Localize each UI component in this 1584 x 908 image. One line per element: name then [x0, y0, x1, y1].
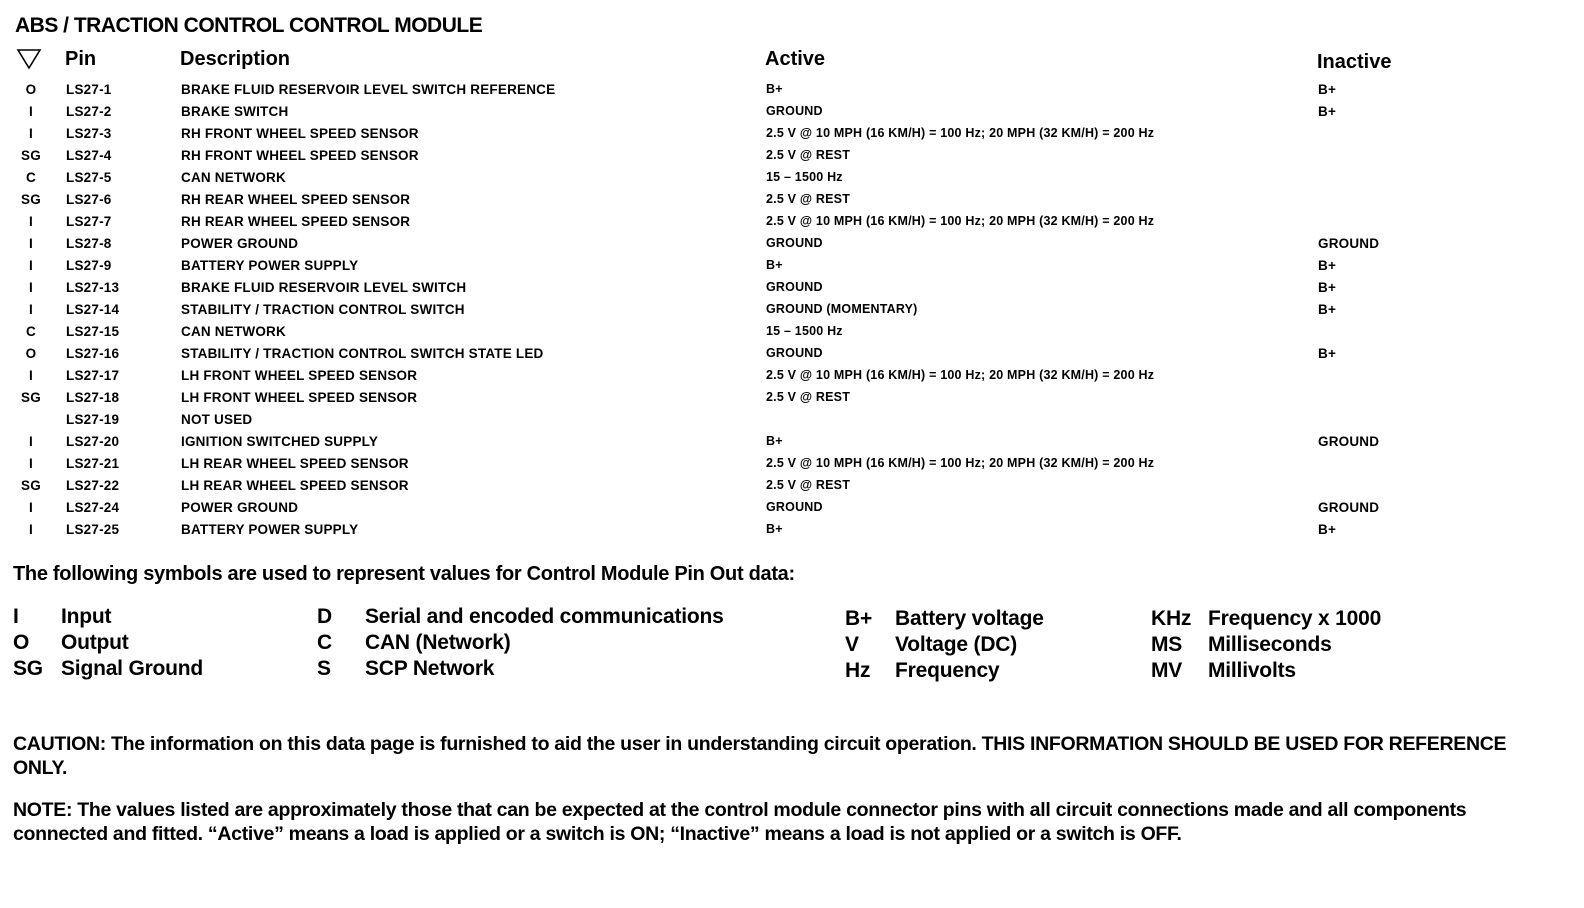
active-value: B+	[766, 258, 783, 272]
legend-symbol: V	[845, 633, 859, 656]
inactive-value: B+	[1318, 522, 1337, 537]
pin-number: LS27-25	[66, 522, 120, 537]
triangle-down-icon	[16, 48, 42, 70]
active-value: 2.5 V @ REST	[766, 148, 851, 162]
pin-type: SG	[21, 478, 41, 493]
pin-type: SG	[21, 148, 41, 163]
table-row	[0, 412, 1584, 434]
legend-intro: The following symbols are used to represent values for Control Module Pin Out data:	[13, 563, 795, 585]
table-row	[0, 236, 1584, 258]
table-row	[0, 346, 1584, 368]
pin-number: LS27-17	[66, 368, 120, 383]
note-text: NOTE: The values listed are approximately those that can be expected at the control module connector pins with all circuit connections made and all components connected and fitted. “Active” means a load is applied or a switch is ON; “Inactive” means a load is not applied or a switch is OFF.	[13, 799, 1467, 845]
active-value: GROUND	[766, 500, 823, 514]
legend-symbol: B+	[845, 607, 873, 630]
pin-description: BRAKE FLUID RESERVOIR LEVEL SWITCH REFERENCE	[181, 82, 556, 97]
pin-description: LH REAR WHEEL SPEED SENSOR	[181, 478, 409, 493]
table-row	[0, 258, 1584, 280]
pin-number: LS27-1	[66, 82, 112, 97]
table-row	[0, 170, 1584, 192]
inactive-value: B+	[1318, 302, 1337, 317]
pin-type: SG	[21, 192, 41, 207]
legend-meaning: Battery voltage	[895, 607, 1044, 630]
table-row	[0, 390, 1584, 412]
pin-number: LS27-7	[66, 214, 112, 229]
pin-number: LS27-20	[66, 434, 120, 449]
legend-symbol: C	[317, 631, 332, 654]
pin-number: LS27-22	[66, 478, 120, 493]
table-row	[0, 192, 1584, 214]
table-row	[0, 214, 1584, 236]
pin-type: SG	[21, 390, 41, 405]
header-active: Active	[765, 48, 826, 70]
pin-description: RH FRONT WHEEL SPEED SENSOR	[181, 148, 419, 163]
pin-description: CAN NETWORK	[181, 324, 286, 339]
legend-symbol: D	[317, 605, 332, 628]
pin-type: I	[29, 214, 33, 229]
inactive-value: B+	[1318, 346, 1337, 361]
pin-number: LS27-24	[66, 500, 120, 515]
pin-number: LS27-14	[66, 302, 120, 317]
legend-meaning: Frequency	[895, 659, 1000, 682]
active-value: GROUND (MOMENTARY)	[766, 302, 918, 316]
header-pin: Pin	[65, 48, 97, 70]
pin-type: O	[25, 82, 37, 97]
inactive-value: GROUND	[1318, 434, 1380, 449]
table-row	[0, 302, 1584, 324]
pin-description: BATTERY POWER SUPPLY	[181, 522, 359, 537]
pin-description: BATTERY POWER SUPPLY	[181, 258, 359, 273]
pin-description: STABILITY / TRACTION CONTROL SWITCH STATE LED	[181, 346, 544, 361]
pin-description: RH REAR WHEEL SPEED SENSOR	[181, 192, 411, 207]
pin-description: STABILITY / TRACTION CONTROL SWITCH	[181, 302, 465, 317]
pin-type: I	[29, 236, 33, 251]
page-title: ABS / TRACTION CONTROL CONTROL MODULE	[15, 14, 483, 37]
pin-description: IGNITION SWITCHED SUPPLY	[181, 434, 379, 449]
table-row	[0, 104, 1584, 126]
pin-type: I	[29, 126, 33, 141]
active-value: 2.5 V @ 10 MPH (16 KM/H) = 100 Hz; 20 MPH (32 KM/H) = 200 Hz	[766, 214, 1155, 228]
legend-symbol: KHz	[1151, 607, 1192, 630]
active-value: GROUND	[766, 104, 823, 118]
table-row	[0, 434, 1584, 456]
legend-meaning: SCP Network	[365, 657, 495, 680]
legend-meaning: Millivolts	[1208, 659, 1296, 682]
table-row	[0, 280, 1584, 302]
pin-number: LS27-4	[66, 148, 112, 163]
pin-type: I	[29, 368, 33, 383]
pin-number: LS27-15	[66, 324, 120, 339]
pin-number: LS27-19	[66, 412, 120, 427]
legend-meaning: Output	[61, 631, 129, 654]
inactive-value: GROUND	[1318, 236, 1380, 251]
pin-number: LS27-21	[66, 456, 120, 471]
legend-symbol: MV	[1151, 659, 1183, 682]
active-value: 15 – 1500 Hz	[766, 324, 843, 338]
header-inactive: Inactive	[1317, 51, 1392, 73]
legend-symbol: MS	[1151, 633, 1183, 656]
table-row	[0, 522, 1584, 544]
pin-type: I	[29, 302, 33, 317]
pin-description: POWER GROUND	[181, 236, 299, 251]
pin-description: LH REAR WHEEL SPEED SENSOR	[181, 456, 409, 471]
pin-description: LH FRONT WHEEL SPEED SENSOR	[181, 390, 418, 405]
active-value: 2.5 V @ REST	[766, 478, 851, 492]
pin-number: LS27-5	[66, 170, 112, 185]
pin-type: I	[29, 280, 33, 295]
legend-symbol: S	[317, 657, 331, 680]
active-value: B+	[766, 82, 783, 96]
table-row	[0, 324, 1584, 346]
pin-description: RH REAR WHEEL SPEED SENSOR	[181, 214, 411, 229]
legend-symbol: SG	[13, 657, 43, 680]
inactive-value: B+	[1318, 82, 1337, 97]
pin-type: I	[29, 456, 33, 471]
active-value: 2.5 V @ REST	[766, 192, 851, 206]
pin-type: O	[25, 346, 37, 361]
active-value: B+	[766, 522, 783, 536]
table-row	[0, 500, 1584, 522]
caution-text: CAUTION: The information on this data page is furnished to aid the user in understanding circuit operation. THIS INFORMATION SHOULD BE USED FOR REFERENCE ONLY.	[13, 733, 1507, 779]
legend-meaning: Frequency x 1000	[1208, 607, 1382, 630]
pin-description: NOT USED	[181, 412, 253, 427]
legend-meaning: Milliseconds	[1208, 633, 1332, 656]
pin-type: I	[29, 500, 33, 515]
legend-meaning: Voltage (DC)	[895, 633, 1018, 656]
active-value: 2.5 V @ 10 MPH (16 KM/H) = 100 Hz; 20 MPH (32 KM/H) = 200 Hz	[766, 126, 1155, 140]
legend-meaning: Serial and encoded communications	[365, 605, 724, 628]
table-row	[0, 148, 1584, 170]
pin-type: C	[26, 170, 36, 185]
pin-number: LS27-6	[66, 192, 112, 207]
pin-number: LS27-9	[66, 258, 112, 273]
active-value: GROUND	[766, 346, 823, 360]
legend-symbol: I	[13, 605, 19, 628]
table-row	[0, 456, 1584, 478]
active-value: 2.5 V @ REST	[766, 390, 851, 404]
table-row	[0, 126, 1584, 148]
pin-description: LH FRONT WHEEL SPEED SENSOR	[181, 368, 418, 383]
inactive-value: B+	[1318, 104, 1337, 119]
active-value: 15 – 1500 Hz	[766, 170, 843, 184]
pin-description: CAN NETWORK	[181, 170, 286, 185]
active-value: GROUND	[766, 236, 823, 250]
legend-symbol: Hz	[845, 659, 871, 682]
pin-type: I	[29, 258, 33, 273]
pin-number: LS27-16	[66, 346, 120, 361]
pin-description: BRAKE FLUID RESERVOIR LEVEL SWITCH	[181, 280, 467, 295]
pin-type: I	[29, 104, 33, 119]
legend-meaning: CAN (Network)	[365, 631, 511, 654]
legend-symbol: O	[13, 631, 30, 654]
pin-description: RH FRONT WHEEL SPEED SENSOR	[181, 126, 419, 141]
legend-meaning: Input	[61, 605, 112, 628]
pin-type: I	[29, 522, 33, 537]
active-value: GROUND	[766, 280, 823, 294]
pin-description: BRAKE SWITCH	[181, 104, 289, 119]
pin-number: LS27-3	[66, 126, 112, 141]
table-row	[0, 478, 1584, 500]
pin-type: I	[29, 434, 33, 449]
header-description: Description	[180, 48, 291, 70]
table-row	[0, 368, 1584, 390]
legend-meaning: Signal Ground	[61, 657, 204, 680]
pin-number: LS27-2	[66, 104, 112, 119]
pin-description: POWER GROUND	[181, 500, 299, 515]
inactive-value: B+	[1318, 280, 1337, 295]
active-value: B+	[766, 434, 783, 448]
pin-number: LS27-13	[66, 280, 120, 295]
table-row	[0, 82, 1584, 104]
pin-type: C	[26, 324, 36, 339]
inactive-value: GROUND	[1318, 500, 1380, 515]
active-value: 2.5 V @ 10 MPH (16 KM/H) = 100 Hz; 20 MPH (32 KM/H) = 200 Hz	[766, 368, 1155, 382]
pin-number: LS27-8	[66, 236, 112, 251]
pin-number: LS27-18	[66, 390, 120, 405]
active-value: 2.5 V @ 10 MPH (16 KM/H) = 100 Hz; 20 MPH (32 KM/H) = 200 Hz	[766, 456, 1155, 470]
inactive-value: B+	[1318, 258, 1337, 273]
